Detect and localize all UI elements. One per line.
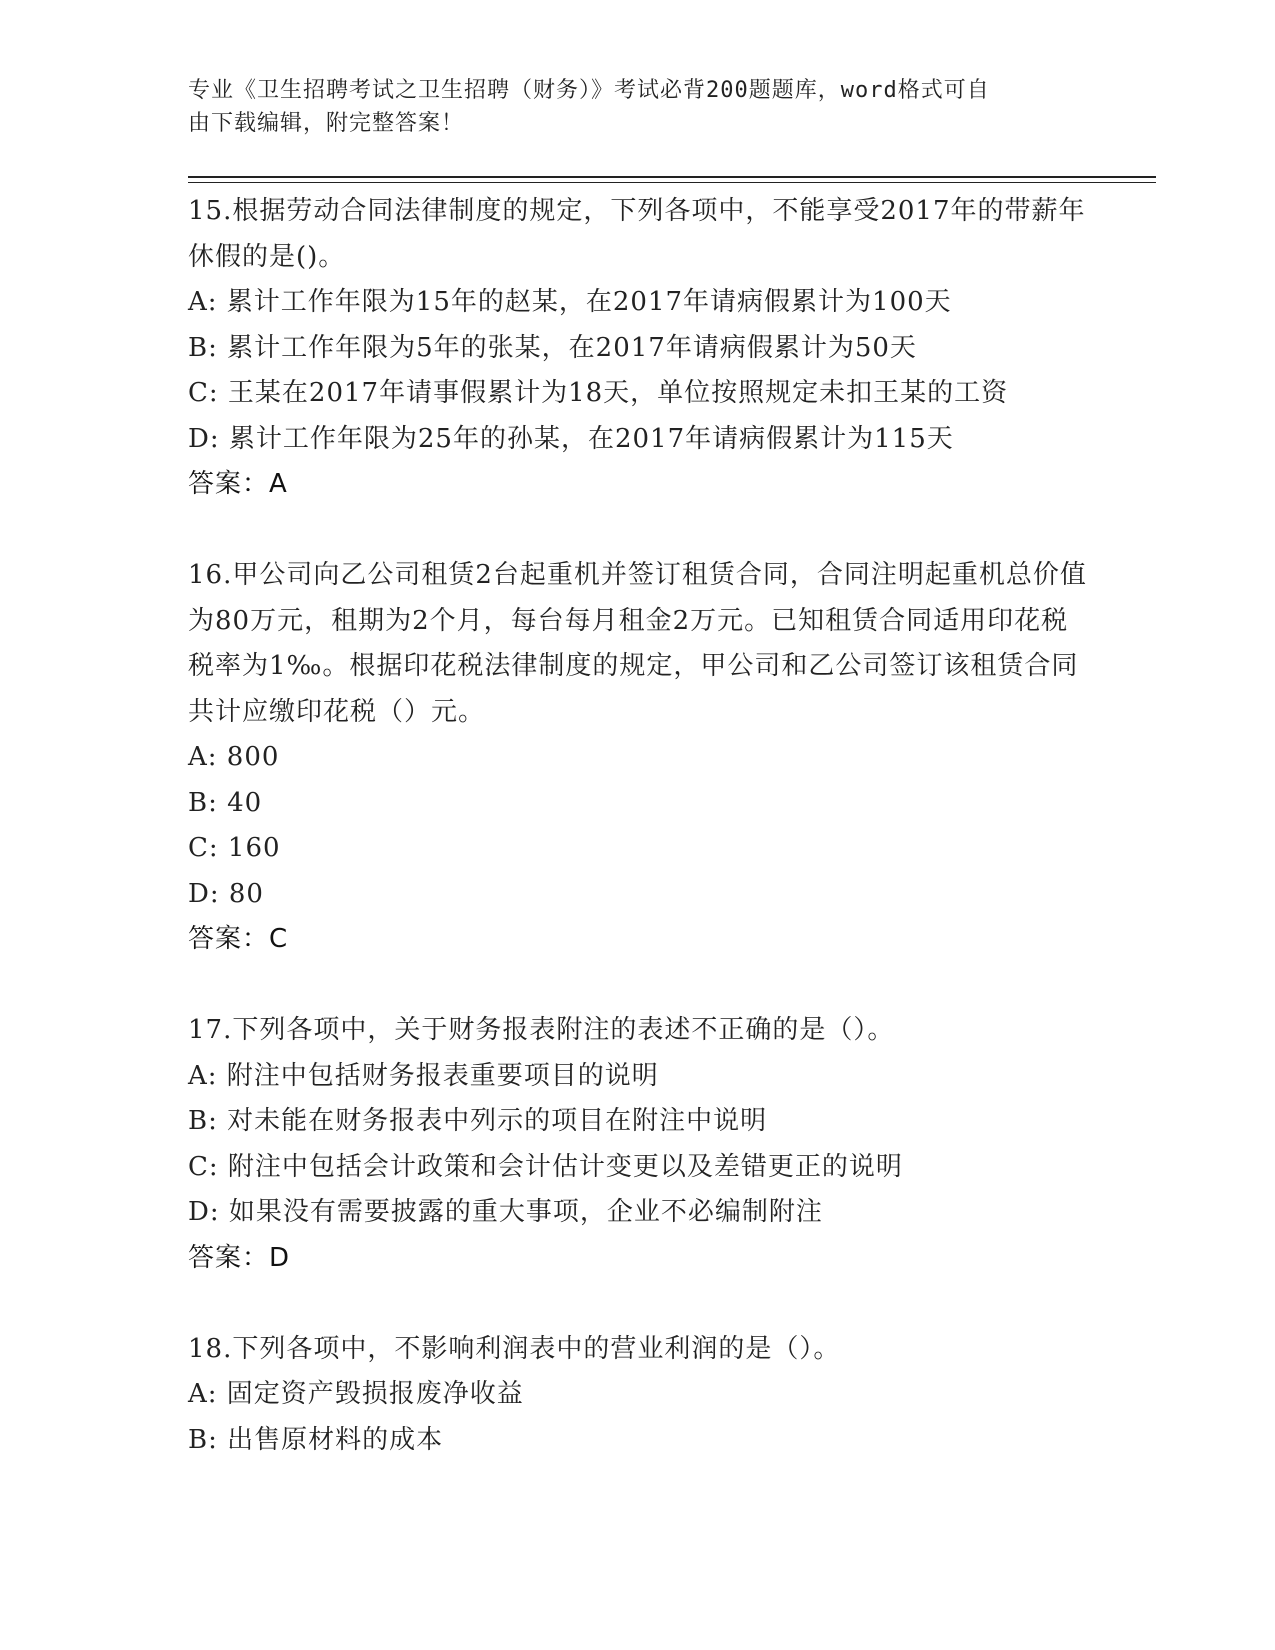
header-line-2: 由下载编辑，附完整答案！	[188, 111, 465, 136]
option-d: D: 80	[188, 878, 264, 909]
option-c: C: 附注中包括会计政策和会计估计变更以及差错更正的说明	[188, 1151, 903, 1182]
option-c: C: 王某在2017年请事假累计为18天，单位按照规定未扣王某的工资	[188, 378, 1009, 408]
option-a: A: 固定资产毁损报废净收益	[188, 1379, 524, 1409]
option-b: B: 40	[188, 787, 263, 818]
question-15	[188, 189, 1088, 508]
question-stem: 17.下列各项中，关于财务报表附注的表述不正确的是（）。	[188, 1015, 895, 1045]
page-header	[188, 74, 1068, 140]
option-a: A: 累计工作年限为15年的赵某，在2017年请病假累计为100天	[188, 287, 952, 317]
question-16	[188, 553, 1088, 963]
question-stem: 18.下列各项中，不影响利润表中的营业利润的是（）。	[188, 1333, 841, 1364]
question-list	[188, 189, 1088, 1509]
question-stem: 16.甲公司向乙公司租赁2台起重机并签订租赁合同，合同注明起重机总价值为80万元，租期为2个月，每台每月租金2万元。已知租赁合同适用印花税税率为1‰。根据印花税法律制度的规定，甲公司和乙公司签订该租赁合同共计应缴印花税（）元。	[188, 560, 1087, 727]
answer-label: 答案：D	[188, 1242, 291, 1273]
header-divider-thin	[188, 182, 1156, 183]
header-line-1: 专业《卫生招聘考试之卫生招聘（财务）》考试必背200题题库，word格式可自	[188, 78, 990, 103]
header-divider-thick	[188, 176, 1156, 178]
option-a: A: 800	[188, 742, 280, 772]
option-a: A: 附注中包括财务报表重要项目的说明	[188, 1060, 659, 1091]
answer-label: 答案：A	[188, 469, 288, 499]
option-b: B: 对未能在财务报表中列示的项目在附注中说明	[188, 1106, 768, 1136]
answer-label: 答案：C	[188, 924, 289, 954]
option-b: B: 出售原材料的成本	[188, 1424, 444, 1455]
option-d: D: 如果没有需要披露的重大事项，企业不必编制附注	[188, 1197, 823, 1227]
option-d: D: 累计工作年限为25年的孙某，在2017年请病假累计为115天	[188, 423, 954, 454]
option-c: C: 160	[188, 833, 281, 863]
question-17	[188, 1008, 1088, 1281]
question-stem: 15.根据劳动合同法律制度的规定，下列各项中，不能享受2017年的带薪年休假的是()。	[188, 196, 1086, 272]
question-18	[188, 1327, 1088, 1464]
option-b: B: 累计工作年限为5年的张某，在2017年请病假累计为50天	[188, 332, 917, 363]
